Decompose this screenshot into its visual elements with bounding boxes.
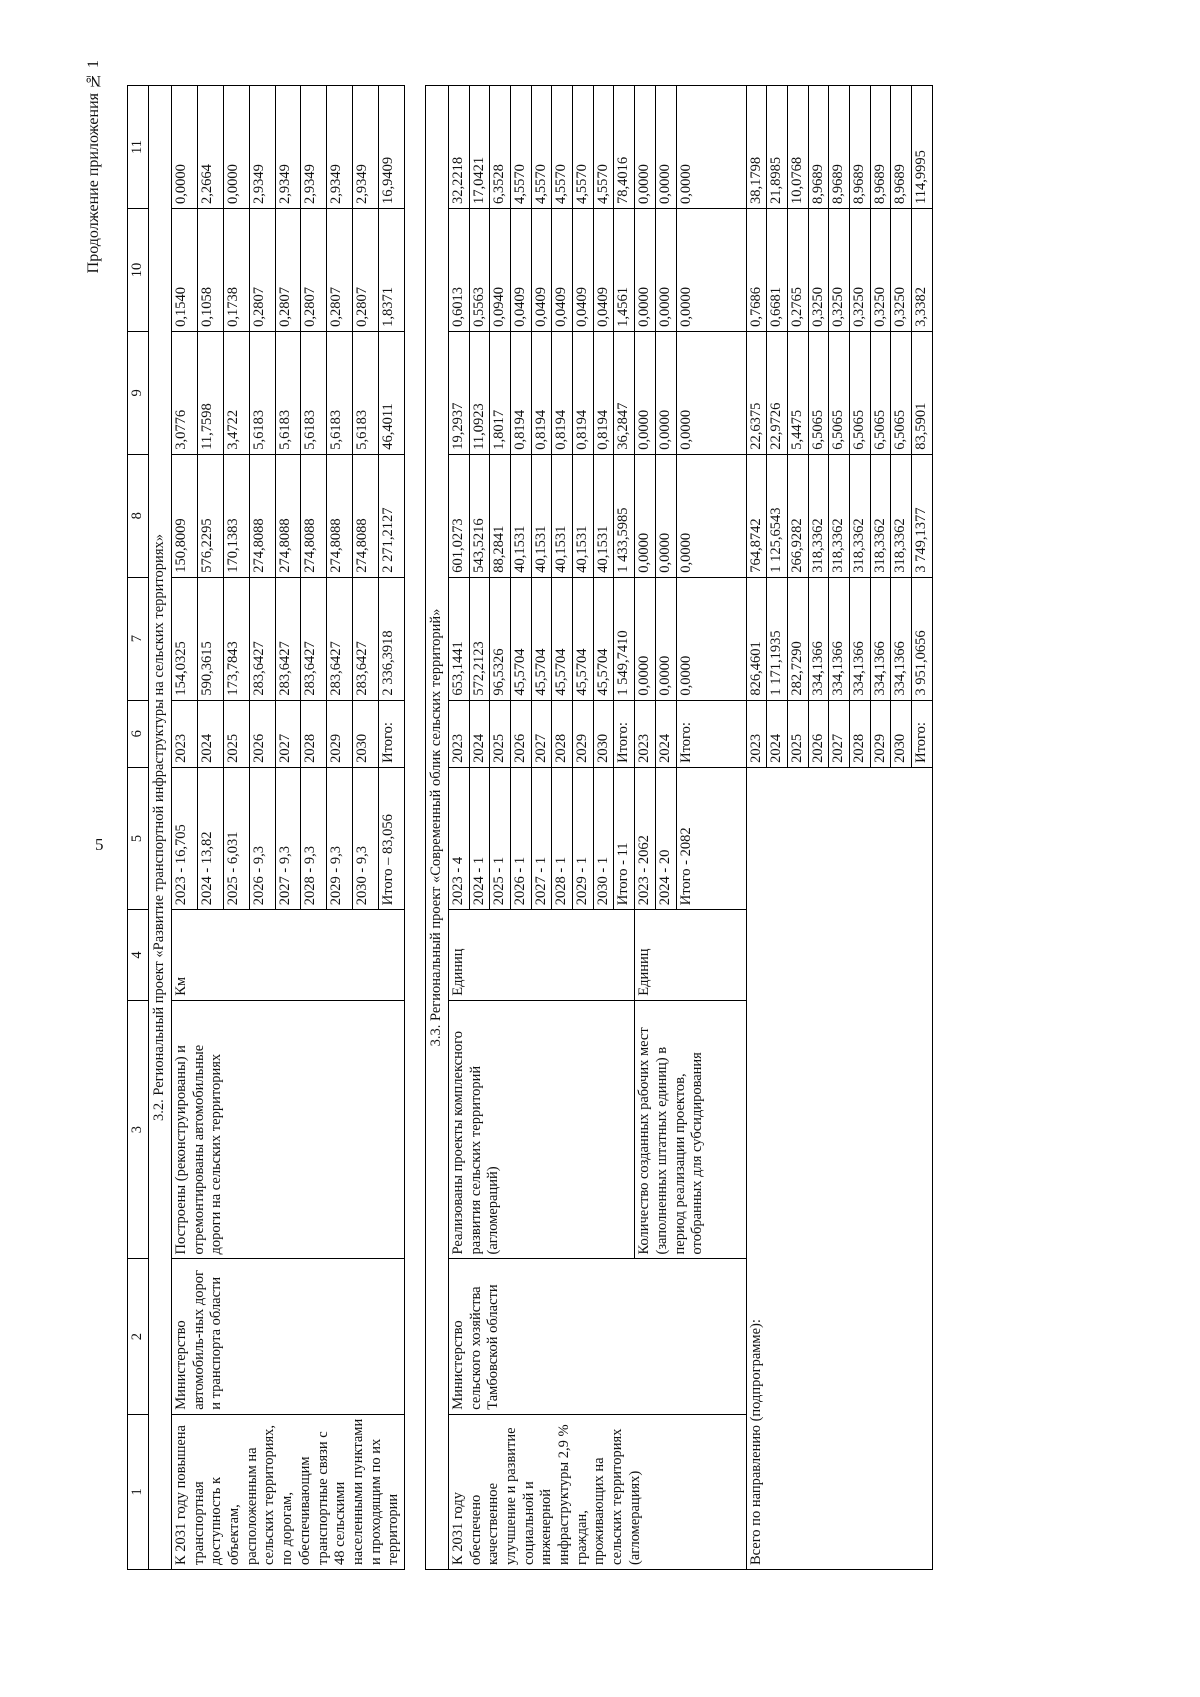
cell-c10: 0,5563 [469, 208, 490, 331]
cell-c11: 2,9349 [327, 86, 353, 209]
cell-c5: 2024 - 20 [655, 767, 676, 909]
unit-cell: Единиц [448, 910, 634, 1001]
unit-cell: Км [172, 910, 405, 1001]
cell-c6: 2026 [808, 700, 829, 767]
cell-c7: 283,6427 [249, 577, 275, 700]
cell-c9: 19,2937 [448, 331, 469, 454]
cell-c8: 274,8088 [301, 454, 327, 577]
cell-c10: 0,1738 [223, 208, 249, 331]
cell-c10: 0,0940 [490, 208, 511, 331]
cell-c9: 1,8017 [490, 331, 511, 454]
cell-c10: 0,2807 [327, 208, 353, 331]
cell-c11: 4,5570 [573, 86, 594, 209]
cell-c10: 0,0409 [593, 208, 614, 331]
goal-cell: К 2031 году повышена транспортная доступность к объектам, расположенным на сельских территориях, по дорогам, обеспечивающим транспортные связи с 48 сельскими населенными пунктами и проходящим по их территории [172, 1414, 405, 1569]
cell-c11: 17,0421 [469, 86, 490, 209]
cell-c8: 170,1383 [223, 454, 249, 577]
cell-c6: 2028 [552, 700, 573, 767]
cell-c9: 0,0000 [676, 331, 746, 454]
cell-c5: 2027 - 1 [531, 767, 552, 909]
cell-c6: 2025 [490, 700, 511, 767]
cell-c10: 1,8371 [379, 208, 405, 331]
cell-c6: 2024 [469, 700, 490, 767]
cell-c10: 0,3250 [891, 208, 912, 331]
cell-c11: 2,9349 [249, 86, 275, 209]
cell-c5: 2028 - 9,3 [301, 767, 327, 909]
section-title: 3.3. Региональный проект «Современный облик сельских территорий» [425, 86, 448, 1570]
cell-c11: 0,0000 [635, 86, 656, 209]
cell-c11: 10,0768 [787, 86, 808, 209]
cell-c10: 0,7686 [746, 208, 767, 331]
cell-c8: 1 433,5985 [614, 454, 635, 577]
cell-c5: 2026 - 9,3 [249, 767, 275, 909]
cell-c8: 40,1531 [573, 454, 594, 577]
cell-c11: 0,0000 [172, 86, 198, 209]
cell-c5: 2024 - 1 [469, 767, 490, 909]
cell-c7: 334,1366 [849, 577, 870, 700]
cell-c10: 0,2807 [249, 208, 275, 331]
cell-c11: 8,9689 [808, 86, 829, 209]
cell-c8: 40,1531 [511, 454, 532, 577]
cell-c10: 0,1058 [197, 208, 223, 331]
cell-c7: 173,7843 [223, 577, 249, 700]
cell-c11: 4,5570 [531, 86, 552, 209]
cell-c10: 0,0409 [511, 208, 532, 331]
cell-c9: 6,5065 [891, 331, 912, 454]
cell-c9: 0,8194 [552, 331, 573, 454]
cell-c6: 2024 [767, 700, 788, 767]
cell-c8: 88,2841 [490, 454, 511, 577]
table-row [448, 86, 469, 1570]
cell-c8: 150,8009 [172, 454, 198, 577]
cell-c10: 0,2807 [301, 208, 327, 331]
cell-c10: 0,3250 [849, 208, 870, 331]
cell-c6: 2024 [197, 700, 223, 767]
col-6: 6 [128, 700, 149, 767]
cell-c10: 0,3250 [829, 208, 850, 331]
cell-c5: 2028 - 1 [552, 767, 573, 909]
cell-c11: 4,5570 [593, 86, 614, 209]
cell-c10: 0,0000 [635, 208, 656, 331]
cell-c11: 8,9689 [829, 86, 850, 209]
cell-c7: 96,5326 [490, 577, 511, 700]
cell-c9: 0,8194 [593, 331, 614, 454]
cell-c11: 0,0000 [676, 86, 746, 209]
cell-c11: 38,1798 [746, 86, 767, 209]
cell-c8: 274,8088 [249, 454, 275, 577]
cell-c8: 3 749,1377 [912, 454, 933, 577]
cell-c7: 2 336,3918 [379, 577, 405, 700]
section-title: 3.2. Региональный проект «Развитие транспортной инфраструктуры на сельских территориях» [149, 86, 172, 1570]
cell-c10: 1,4561 [614, 208, 635, 331]
cell-c7: 45,5704 [573, 577, 594, 700]
cell-c9: 6,5065 [849, 331, 870, 454]
cell-c5: 2029 - 1 [573, 767, 594, 909]
cell-c6: 2027 [275, 700, 301, 767]
cell-c6: 2025 [223, 700, 249, 767]
cell-c6: 2028 [301, 700, 327, 767]
cell-c7: 590,3615 [197, 577, 223, 700]
cell-c5: 2026 - 1 [511, 767, 532, 909]
cell-c6: 2029 [327, 700, 353, 767]
section-3-3-title [425, 86, 448, 1570]
col-11: 11 [128, 86, 149, 209]
cell-c7: 154,0325 [172, 577, 198, 700]
cell-c7: 0,0000 [655, 577, 676, 700]
cell-c7: 334,1366 [829, 577, 850, 700]
cell-c7: 572,2123 [469, 577, 490, 700]
cell-c5: 2029 - 9,3 [327, 767, 353, 909]
cell-c5: Итого - 11 [614, 767, 635, 909]
goal-cell: К 2031 году обеспечено качественное улучшение и развитие социальной и инженерной инфраструктуры 2,9 % граждан, проживающих на сельских территориях (агломерациях) [448, 1414, 746, 1569]
cell-c10: 0,0409 [573, 208, 594, 331]
cell-c6: Итого: [676, 700, 746, 767]
cell-c6: 2023 [172, 700, 198, 767]
cell-c11: 16,9409 [379, 86, 405, 209]
total-row [746, 86, 767, 1570]
cell-c10: 0,6013 [448, 208, 469, 331]
cell-c7: 334,1366 [870, 577, 891, 700]
cell-c9: 11,7598 [197, 331, 223, 454]
executor-cell: Министерство автомобиль-ных дорог и транспорта области [172, 1259, 405, 1414]
cell-c8: 318,3362 [870, 454, 891, 577]
cell-c10: 0,2765 [787, 208, 808, 331]
cell-c9: 5,6183 [249, 331, 275, 454]
cell-c8: 0,0000 [655, 454, 676, 577]
cell-c9: 0,0000 [635, 331, 656, 454]
unit-cell: Единиц [635, 910, 746, 1001]
cell-c5: 2023 - 4 [448, 767, 469, 909]
cell-c6: 2030 [891, 700, 912, 767]
indicator-cell: Количество созданных рабочих мест (заполненных штатных единиц) в период реализации проектов, отобранных для субсидирования [635, 1000, 746, 1259]
cell-c11: 4,5570 [511, 86, 532, 209]
cell-c11: 4,5570 [552, 86, 573, 209]
indicator-cell: Реализованы проекты комплексного развития сельских территорий (агломераций) [448, 1000, 634, 1259]
cell-c11: 21,8985 [767, 86, 788, 209]
cell-c6: 2027 [531, 700, 552, 767]
cell-c7: 653,1441 [448, 577, 469, 700]
cell-c11: 6,3528 [490, 86, 511, 209]
col-1: 1 [128, 1414, 149, 1569]
cell-c6: 2026 [511, 700, 532, 767]
cell-c8: 601,0273 [448, 454, 469, 577]
col-7: 7 [128, 577, 149, 700]
cell-c8: 0,0000 [635, 454, 656, 577]
cell-c7: 283,6427 [353, 577, 379, 700]
cell-c7: 283,6427 [275, 577, 301, 700]
col-9: 9 [128, 331, 149, 454]
cell-c9: 22,6375 [746, 331, 767, 454]
cell-c8: 318,3362 [829, 454, 850, 577]
cell-c7: 45,5704 [593, 577, 614, 700]
cell-c10: 0,3250 [808, 208, 829, 331]
budget-table [127, 85, 933, 1570]
cell-c11: 8,9689 [891, 86, 912, 209]
cell-c5: Итого – 83,056 [379, 767, 405, 909]
cell-c10: 0,2807 [275, 208, 301, 331]
spacer-cell [404, 86, 425, 1570]
cell-c7: 283,6427 [301, 577, 327, 700]
spacer-row [404, 86, 425, 1570]
cell-c9: 5,6183 [275, 331, 301, 454]
executor-cell: Министерство сельского хозяйства Тамбовской области [448, 1259, 746, 1414]
cell-c10: 0,3250 [870, 208, 891, 331]
cell-c5: 2030 - 1 [593, 767, 614, 909]
total-label-cell: Всего по направлению (подпрограмме): [746, 767, 932, 1569]
cell-c6: 2023 [448, 700, 469, 767]
cell-c9: 5,4475 [787, 331, 808, 454]
cell-c10: 3,3382 [912, 208, 933, 331]
table-row [172, 86, 198, 1570]
col-2: 2 [128, 1259, 149, 1414]
cell-c11: 8,9689 [870, 86, 891, 209]
cell-c10: 0,0409 [531, 208, 552, 331]
cell-c5: 2025 - 6,031 [223, 767, 249, 909]
cell-c9: 5,6183 [327, 331, 353, 454]
cell-c8: 0,0000 [676, 454, 746, 577]
cell-c5: 2030 - 9,3 [353, 767, 379, 909]
cell-c10: 0,1540 [172, 208, 198, 331]
cell-c11: 114,9995 [912, 86, 933, 209]
cell-c7: 0,0000 [635, 577, 656, 700]
cell-c7: 282,7290 [787, 577, 808, 700]
cell-c8: 1 125,6543 [767, 454, 788, 577]
cell-c11: 2,9349 [275, 86, 301, 209]
col-10: 10 [128, 208, 149, 331]
cell-c9: 83,5901 [912, 331, 933, 454]
cell-c8: 764,8742 [746, 454, 767, 577]
cell-c11: 2,2664 [197, 86, 223, 209]
cell-c7: 0,0000 [676, 577, 746, 700]
col-8: 8 [128, 454, 149, 577]
header-row [128, 86, 149, 1570]
cell-c9: 6,5065 [808, 331, 829, 454]
cell-c6: 2023 [635, 700, 656, 767]
cell-c8: 274,8088 [275, 454, 301, 577]
cell-c9: 5,6183 [301, 331, 327, 454]
cell-c6: Итого: [379, 700, 405, 767]
cell-c8: 576,2295 [197, 454, 223, 577]
cell-c9: 0,8194 [531, 331, 552, 454]
cell-c8: 40,1531 [531, 454, 552, 577]
cell-c6: 2026 [249, 700, 275, 767]
cell-c5: Итого - 2082 [676, 767, 746, 909]
cell-c9: 5,6183 [353, 331, 379, 454]
cell-c7: 1 171,1935 [767, 577, 788, 700]
cell-c9: 3,0776 [172, 331, 198, 454]
cell-c11: 0,0000 [223, 86, 249, 209]
cell-c8: 40,1531 [593, 454, 614, 577]
col-5: 5 [128, 767, 149, 909]
cell-c11: 0,0000 [655, 86, 676, 209]
cell-c11: 2,9349 [301, 86, 327, 209]
cell-c7: 283,6427 [327, 577, 353, 700]
cell-c6: 2024 [655, 700, 676, 767]
cell-c6: 2028 [849, 700, 870, 767]
cell-c5: 2023 - 2062 [635, 767, 656, 909]
cell-c11: 78,4016 [614, 86, 635, 209]
indicator-cell: Построены (реконструированы) и отремонтированы автомобильные дороги на сельских территориях [172, 1000, 405, 1259]
cell-c5: 2023 - 16,705 [172, 767, 198, 909]
col-4: 4 [128, 910, 149, 1001]
cell-c6: 2030 [353, 700, 379, 767]
cell-c8: 2 271,2127 [379, 454, 405, 577]
cell-c5: 2024 - 13,82 [197, 767, 223, 909]
cell-c9: 0,0000 [655, 331, 676, 454]
cell-c10: 0,0000 [676, 208, 746, 331]
cell-c9: 36,2847 [614, 331, 635, 454]
cell-c8: 318,3362 [808, 454, 829, 577]
cell-c5: 2025 - 1 [490, 767, 511, 909]
cell-c11: 32,2218 [448, 86, 469, 209]
cell-c5: 2027 - 9,3 [275, 767, 301, 909]
cell-c6: 2029 [870, 700, 891, 767]
cell-c11: 8,9689 [849, 86, 870, 209]
cell-c7: 45,5704 [531, 577, 552, 700]
cell-c7: 3 951,0656 [912, 577, 933, 700]
cell-c9: 22,9726 [767, 331, 788, 454]
section-3-2-title [149, 86, 172, 1570]
cell-c9: 0,8194 [511, 331, 532, 454]
col-3: 3 [128, 1000, 149, 1259]
cell-c11: 2,9349 [353, 86, 379, 209]
cell-c9: 46,4011 [379, 331, 405, 454]
cell-c7: 826,4601 [746, 577, 767, 700]
cell-c6: Итого: [912, 700, 933, 767]
appendix-note: Продолжение приложения № 1 [85, 60, 102, 274]
cell-c9: 3,4722 [223, 331, 249, 454]
cell-c8: 40,1531 [552, 454, 573, 577]
cell-c8: 318,3362 [891, 454, 912, 577]
cell-c10: 0,0409 [552, 208, 573, 331]
cell-c6: 2025 [787, 700, 808, 767]
cell-c6: Итого: [614, 700, 635, 767]
cell-c6: 2023 [746, 700, 767, 767]
cell-c6: 2030 [593, 700, 614, 767]
cell-c8: 318,3362 [849, 454, 870, 577]
cell-c10: 0,0000 [655, 208, 676, 331]
cell-c9: 11,0923 [469, 331, 490, 454]
cell-c6: 2029 [573, 700, 594, 767]
cell-c9: 6,5065 [829, 331, 850, 454]
cell-c8: 266,9282 [787, 454, 808, 577]
cell-c6: 2027 [829, 700, 850, 767]
cell-c10: 0,2807 [353, 208, 379, 331]
cell-c9: 6,5065 [870, 331, 891, 454]
page-number: 5 [95, 835, 104, 854]
cell-c7: 334,1366 [891, 577, 912, 700]
cell-c8: 274,8088 [353, 454, 379, 577]
rotated-table-container [127, 85, 1097, 1570]
cell-c7: 334,1366 [808, 577, 829, 700]
cell-c7: 45,5704 [511, 577, 532, 700]
cell-c7: 45,5704 [552, 577, 573, 700]
cell-c8: 274,8088 [327, 454, 353, 577]
cell-c8: 543,5216 [469, 454, 490, 577]
cell-c10: 0,6681 [767, 208, 788, 331]
cell-c7: 1 549,7410 [614, 577, 635, 700]
cell-c9: 0,8194 [573, 331, 594, 454]
